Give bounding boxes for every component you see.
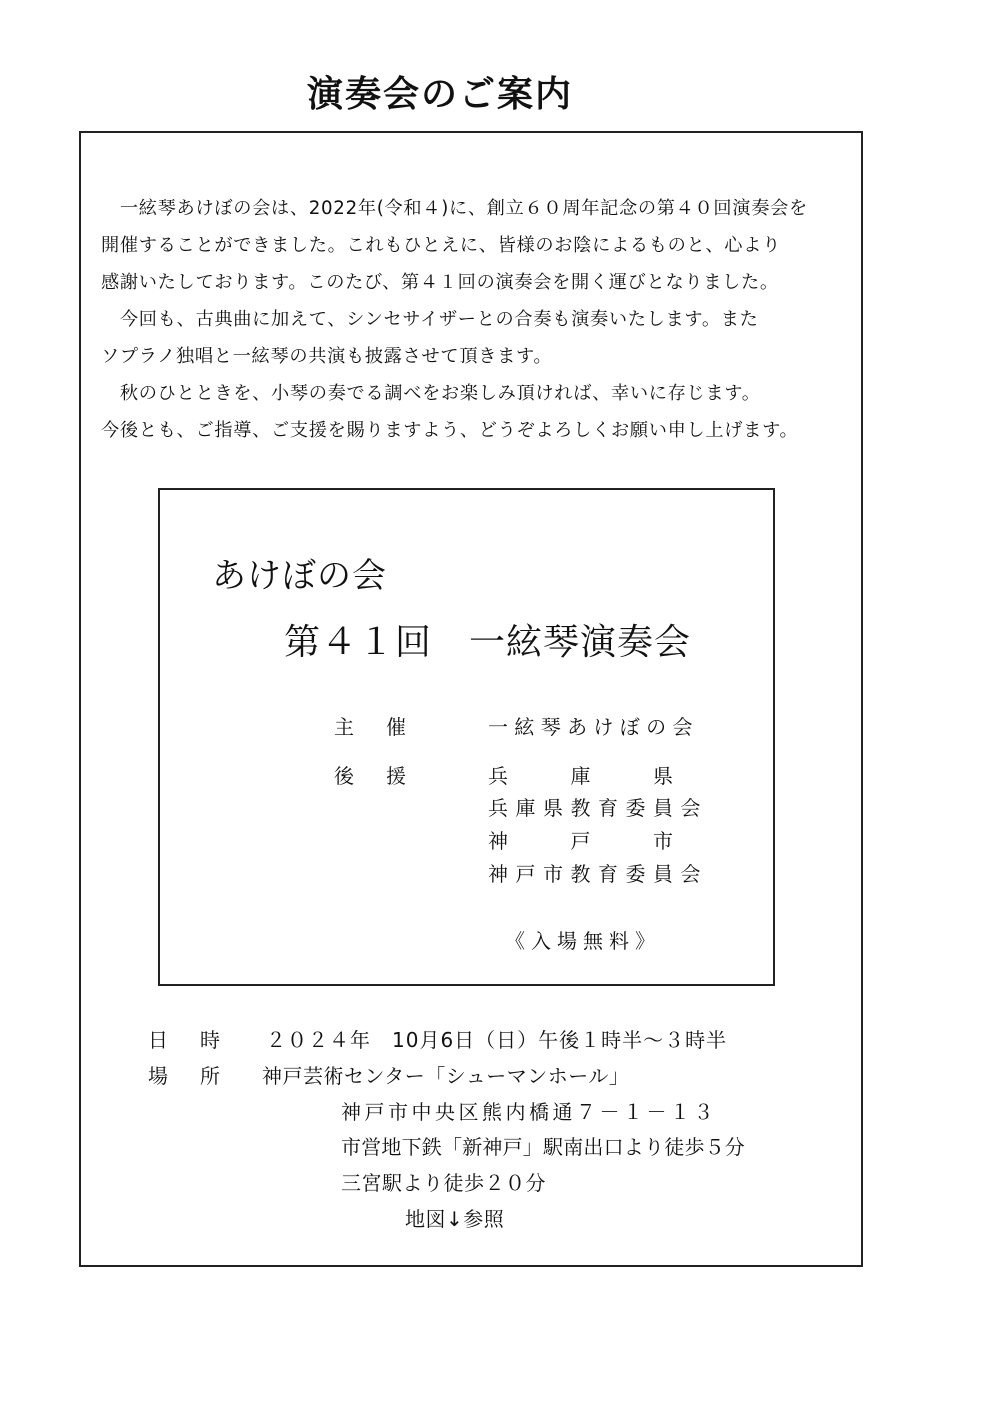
support-label: 後 援 xyxy=(334,764,412,788)
datetime-value: ２０２４年 10月6日（日）午後１時半～３時半 xyxy=(266,1028,728,1052)
access-subway: 市営地下鉄「新神戸」駅南出口より徒歩５分 xyxy=(341,1135,745,1159)
page-title: 演奏会のご案内 xyxy=(306,74,573,115)
admission-free: 《入場無料》 xyxy=(505,929,661,953)
supporter-item: 神 戸 市 xyxy=(488,829,681,853)
supporter-item: 兵 庫 県 xyxy=(488,764,681,788)
intro-line: 感謝いたしております。このたび、第４１回の演奏会を開く運びとなりました。 xyxy=(101,272,779,293)
intro-line: 秋のひとときを、小琴の奏でる調べをお楽しみ頂ければ、幸いに存じます。 xyxy=(101,383,761,404)
datetime-label: 日 時 xyxy=(148,1028,226,1052)
venue-address: 神戸市中央区熊内橋通７－１－１３ xyxy=(341,1100,717,1124)
intro-line: 今回も、古典曲に加えて、シンセサイザーとの合奏も演奏いたします。また xyxy=(101,309,759,330)
supporter-item: 兵庫県教育委員会 xyxy=(488,796,708,820)
intro-text xyxy=(101,190,861,449)
organizer-name: 一 絃 琴 あ け ぼ の 会 xyxy=(488,715,693,739)
intro-line: ソプラノ独唱と一絃琴の共演も披露させて頂きます。 xyxy=(101,346,553,367)
venue-name: 神戸芸術センター「シューマンホール」 xyxy=(262,1064,630,1088)
intro-line: 今後とも、ご指導、ご支援を賜りますよう、どうぞよろしくお願い申し上げます。 xyxy=(101,420,799,441)
intro-line: 一絃琴あけぼの会は、2022年(令和４)に、創立６０周年記念の第４０回演奏会を xyxy=(101,198,808,219)
venue-label: 場 所 xyxy=(148,1064,226,1088)
concert-title: 第４１回 一絃琴演奏会 xyxy=(284,622,692,663)
group-name: あけぼの会 xyxy=(212,556,387,596)
map-note: 地図↓参照 xyxy=(405,1207,505,1231)
intro-line: 開催することができました。これもひとえに、皆様のお陰によるものと、心より xyxy=(101,235,781,256)
access-sannomiya: 三宮駅より徒歩２０分 xyxy=(341,1171,546,1195)
supporter-item: 神戸市教育委員会 xyxy=(488,862,708,886)
organizer-label: 主 催 xyxy=(334,715,412,739)
